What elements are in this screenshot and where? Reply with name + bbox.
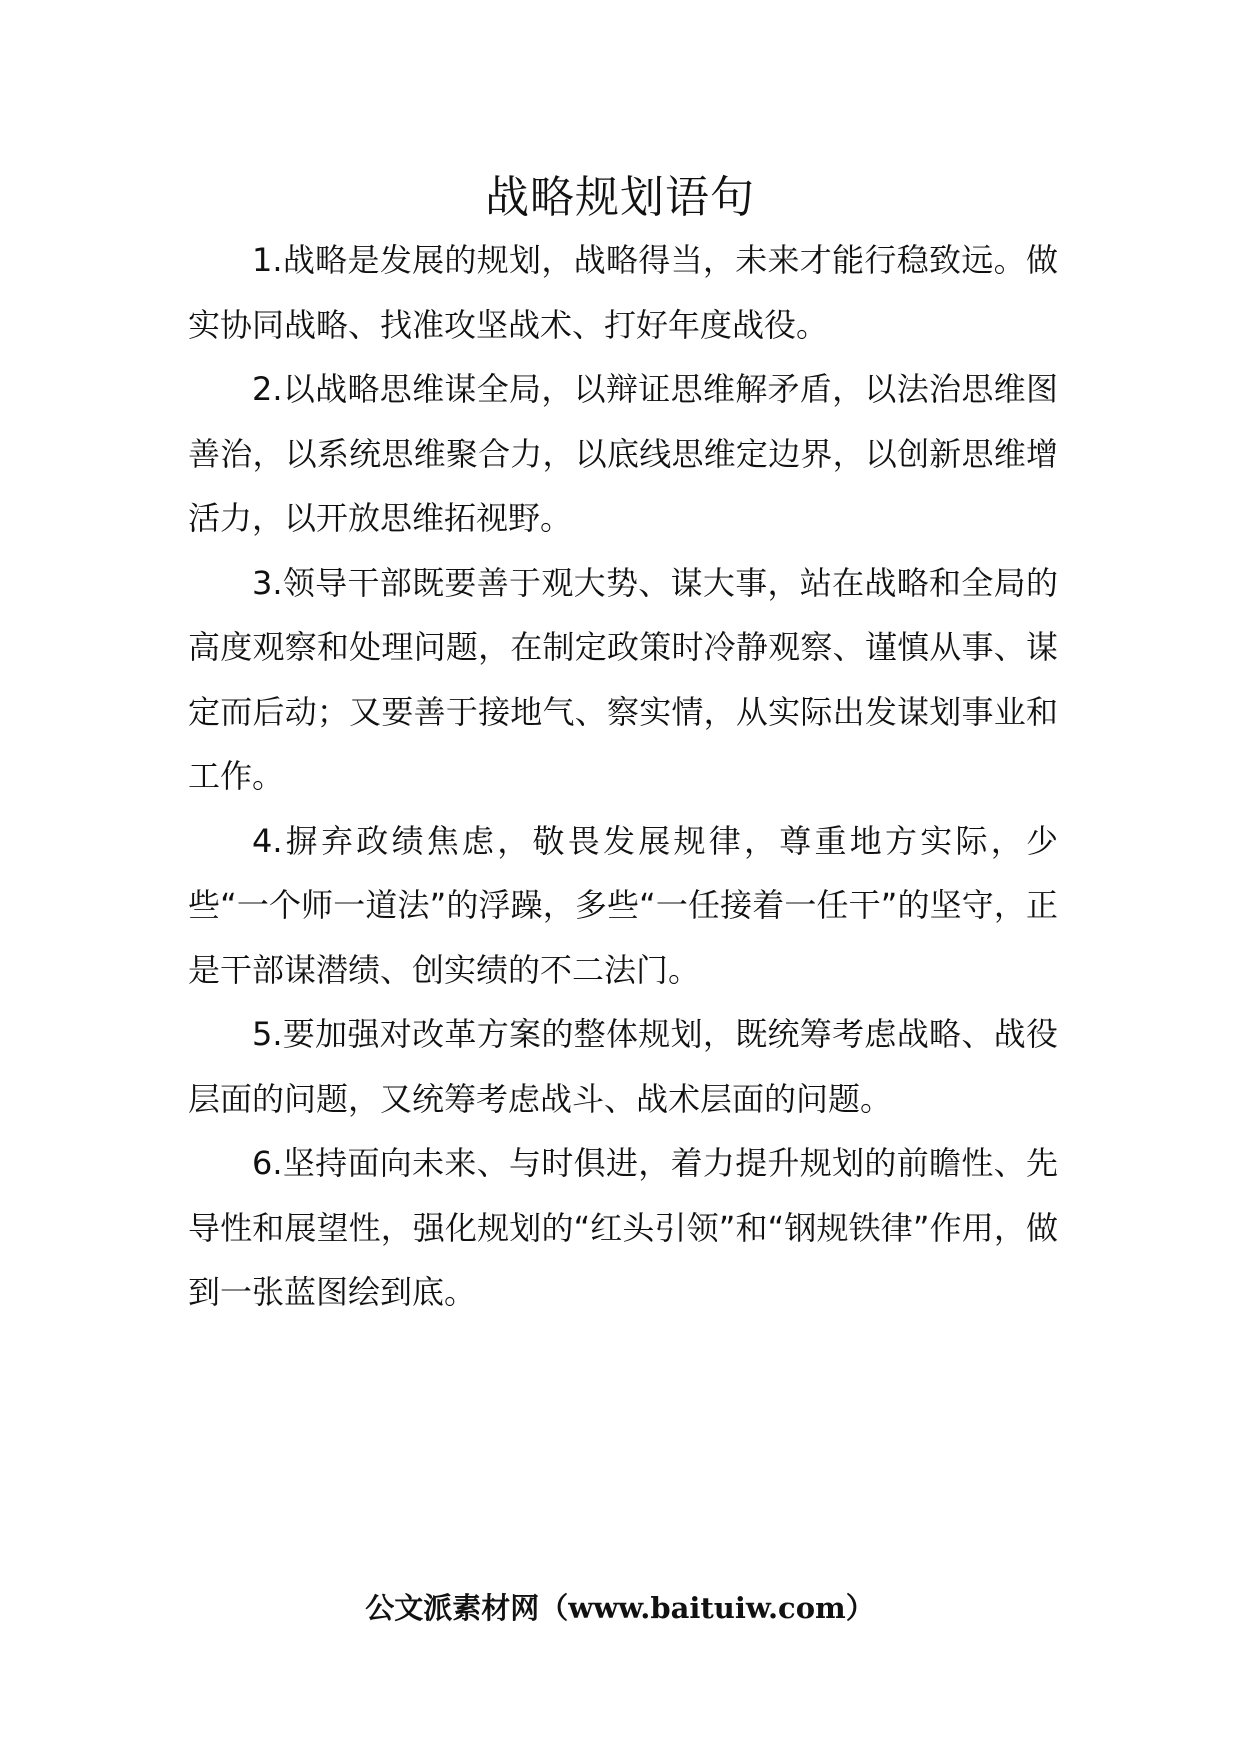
paragraph-6: 6.坚持面向未来、与时俱进，着力提升规划的前瞻性、先导性和展望性，强化规划的“红头引领”和“钢规铁律”作用，做到一张蓝图绘到底。 (188, 1144, 1058, 1311)
paragraph-3: 3.领导干部既要善于观大势、谋大事，站在战略和全局的高度观察和处理问题，在制定政策时冷静观察、谨慎从事、谋定而后动；又要善于接地气、察实情，从实际出发谋划事业和工作。 (188, 563, 1058, 795)
paragraph-5: 5.要加强对改革方案的整体规划，既统筹考虑战略、战役层面的问题，又统筹考虑战斗、战术层面的问题。 (188, 1015, 1058, 1118)
document-title: 战略规划语句 (485, 172, 755, 223)
paragraph-1: 1.战略是发展的规划，战略得当，未来才能行稳致远。做实协同战略、找准攻坚战术、打好年度战役。 (188, 241, 1058, 344)
document-body (188, 228, 1058, 1325)
paragraph-4: 4.摒弃政绩焦虑，敬畏发展规律，尊重地方实际，少些“一个师一道法”的浮躁，多些“一任接着一任干”的坚守，正是干部谋潜绩、创实绩的不二法门。 (188, 821, 1058, 989)
source-footer: 公文派素材网（www.baituiw.com） (365, 1591, 875, 1625)
paragraph-2: 2.以战略思维谋全局，以辩证思维解矛盾，以法治思维图善治，以系统思维聚合力，以底线思维定边界，以创新思维增活力，以开放思维拓视野。 (188, 370, 1058, 537)
